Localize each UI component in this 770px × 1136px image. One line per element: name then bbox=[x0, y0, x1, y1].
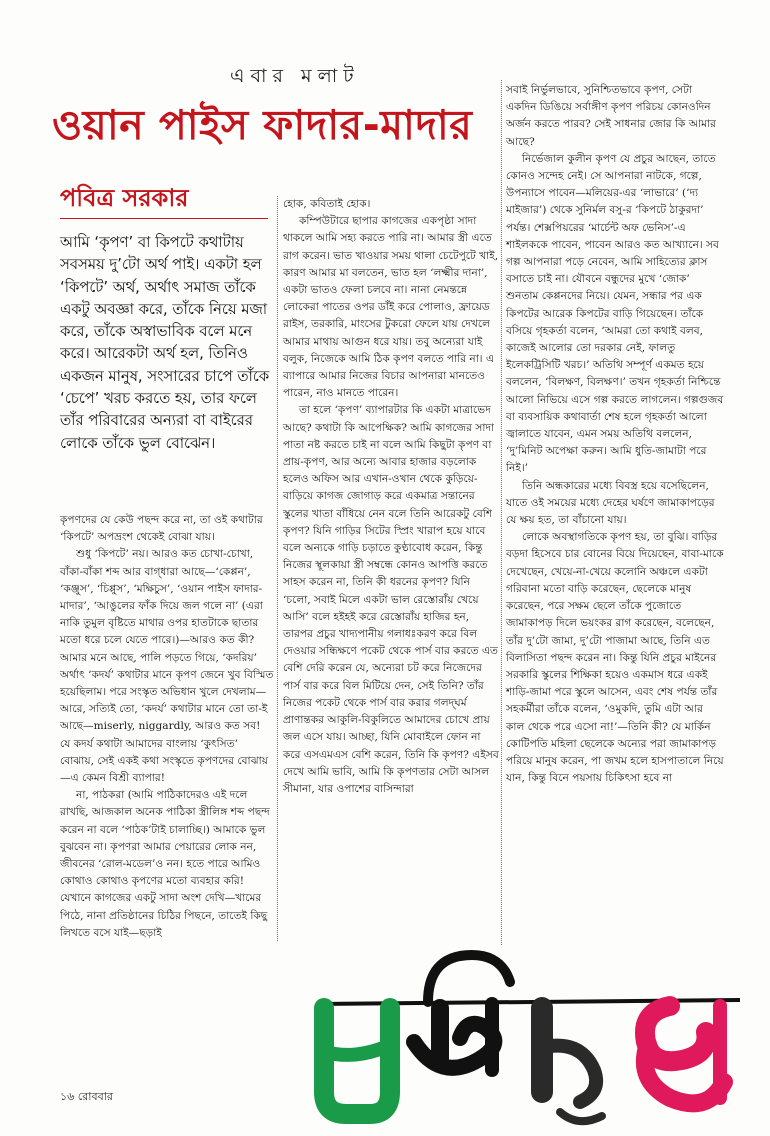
paragraph: তিনি অন্ধকারের মধ্যে বিবস্ত্র হয়ে বসেছিলেন, যাতে ওই সময়ের মধ্যে দেহের ঘর্ষণে জামাকাপড়ের যে ক্ষয় হত, তা বাঁচানো যায়। bbox=[506, 479, 715, 527]
letter-kshi-glyph bbox=[414, 955, 510, 1070]
article-title: ওয়ান পাইস ফাদার-মাদার bbox=[52, 101, 473, 149]
paragraph: লোকে অবস্থাগতিকে কৃপণ হয়, তা বুঝি। বাড়ির বড়দা হিসেবে চার বোনের বিয়ে দিয়েছেন, বাবা-মাকে দেখেছেন, খেয়ে-না-খেয়ে কলোনি অঞ্চলে একটা গরিবানা মতো বাড়ি করেছেন, ছেলেকে মানুষ করেছেন, পরে সক্ষম ছেলে তাঁকে পুজোতে জামাকাপড় দিলে ভয়ংকর রাগ করেছেন, বলেছেন, তাঁর দু’টো জামা, দু’টো পাজামা আছে, তিনি এত বিলাসিতা পছন্দ করেন না। কিন্তু যিনি প্রচুর মাইনের সরকারি স্কুলের শিক্ষিকা হয়েও একমাস ধরে একই শাড়ি-জামা পরে স্কুলে আসেন, এবং শেষ পর্যন্ত তাঁর সহকর্মীরা তাঁকে বলেন, ‘ওমুকদি, তুমি এটা আর কাল থেকে পরে এসো না!’—তিনি কী? যে মার্কিন কোটিপতি মহিলা ছেলেকে অন্যের পরা জামাকাপড় পরিয়ে মানুষ করেন, পা জখম হলে হাসপাতালে নিয়ে যান, কিন্তু বিনে পয়সায় চিকিৎসা হবে না bbox=[506, 531, 724, 785]
body-column-3 bbox=[506, 82, 724, 944]
paragraph: কৃপণদের যে কেউ পছন্দ করে না, তা ওই কথাটার ‘কিপটে’ অপভ্রংশ থেকেই বোঝা যায়। bbox=[60, 514, 263, 544]
paragraph: শুধু ‘কিপটে’ নয়। আরও কত চোখা-চোখা, বাঁকা-বাঁকা শব্দ আর বাগ্‌ধারা আছে—‘কেপ্পন’, ‘কঞ্জুস’, ‘চিপ্পুস’, ‘মক্ষিচুস’, ‘ওয়ান পাইস ফাদার-মাদার’, ‘আঙুলের ফাঁক দিয়ে জল গলে না’ (এরা নাকি তুমুল বৃষ্টিতে মাথার ওপর হাতটাকে ছাতার মতো ধরে চলে যেতে পারে।)—আরও কত কী? আমার মনে আছে, পালি পড়তে গিয়ে, ‘কদরিয়’ অর্থাৎ ‘কদর্য’ কথাটার মানে কৃপণ জেনে খুব বিস্মিত হয়েছিলাম। পরে সংস্কৃত অভিধান খুলে দেখলাম—আরে, সত্যিই তো, ‘কদর্য’ কথাটার মানে তো তা-ই আছে—miserly, niggardly, আরও কত সব! যে কদর্য কথাটা আমাদের বাংলায় ‘কুৎসিত’ বোঝায়, সেই একই কথা সংস্কৃতে কৃপণদের বোঝায়—এ কেমন বিশ্রী ব্যাপার! bbox=[60, 548, 274, 785]
paragraph: কম্পিউটারে ছাপার কাগজের একপৃষ্ঠা সাদা থাকলে আমি সহ্য করতে পারি না। আমার স্ত্রী এতে রাগ করেন। ভাত খাওয়ার সময় থালা চেটেপুটে খাই, কারণ আমার মা বলতেন, ভাত হল ‘লক্ষ্মীর দানা’, একটা ভাতও ফেলা চলবে না। নানা নেমন্তন্নে লোকেরা পাতের ওপর ডাঁই করে পোলাও, ফ্রায়েড রাইস, তরকারি, মাংসের টুকরো ফেলে যায় দেখলে আমার মাথায় আগুন ধরে যায়। তবু অন্যেরা যাই বলুক, নিজেকে আমি ঠিক কৃপণ বলতে পারি না। এ ব্যাপারে আমার নিজের বিচার আপনারা মানতেও পারেন, নাও মানতে পারেন। bbox=[283, 215, 499, 400]
paragraph: নির্ভেজাল কুলীন কৃপণ যে প্রচুর আছেন, তাতে কোনও সন্দেহ নেই। সে আপনারা নাটকে, গল্পে, উপন্যাসে পাবেন—মলিয়ের-এর ‘লাভারে’ (‘দ্য মাইজার’) থেকে সুনির্মল বসু-র ‘কিপটে ঠাকুরদা’ পর্যন্ত। শেক্সপিয়রের ‘মার্চেন্ট অফ ভেনিস’-এ শাইলককে পাবেন, পাবেন আরও কত আখ্যানে। সব গল্প আপনারা পড়ে নেবেন, আমি সাহিত্যের ক্লাস বসাতে চাই না। যৌবনে বন্ধুদের মুখে ‘জোক’ শুনতাম কেপ্পনদের নিয়ে। যেমন, সন্ধার পর এক কিপটের আরেক কিপটের বাড়ি গিয়েছেন। তাঁকে বসিয়ে গৃহকর্তা বলেন, ‘আমরা তো কথাই বলব, কাজেই আলোর তো দরকার নেই, ফালতু ইলেকট্রিসিটি খরচ।’ অতিথি সম্পূর্ণ একমত হয়ে বললেন, ‘বিলক্ষণ, বিলক্ষণ।’ তখন গৃহকর্তা নিশ্চিন্তে আলো নিভিয়ে এসে গল্প করতে লাগলেন। গল্পগুজব বা ব্যবসায়িক কথাবার্তা শেষ হলে গৃহকর্তা আলো জ্বালাতে যাবেন, এমন সময় অতিথি বললেন, ‘দু’মিনিট অপেক্ষা করুন। আমি ধুতি-জামাটা পরে নিই।’ bbox=[506, 152, 724, 475]
letter-s-glyph bbox=[645, 1006, 724, 1103]
calligraphy-logo-artwork bbox=[310, 942, 750, 1132]
body-column-1 bbox=[60, 512, 274, 939]
body-column-2 bbox=[283, 196, 499, 944]
letter-chu-glyph bbox=[540, 1008, 602, 1121]
letter-m-glyph bbox=[324, 1008, 390, 1114]
page-folio: ১৬ রোববার bbox=[60, 1090, 113, 1103]
column-divider bbox=[277, 196, 278, 941]
paragraph: না, পাঠকরা (আমি পাঠিকাদেরও এই দলে রাখছি, আজকাল অনেক পাঠিকা স্ত্রীলিঙ্গ শব্দ পছন্দ করেন না বলে ‘পাঠক’টাই চালাচ্ছি।) আমাকে ভুল বুঝবেন না। কৃপণরা আমার পেয়ারের লোক নন, জীবনের ‘রোল-মডেল’ও নন। হতে পারে আমিও কোথাও কোথাও কৃপণের মতো ব্যবহার করি! যেখানে কাগজের একটু সাদা অংশ দেখি—খামের পিঠে, নানা প্রতিষ্ঠানের চিঠির পিছনে, তাতেই কিছু লিখতে বসে যাই—ছড়াই bbox=[60, 789, 270, 939]
section-kicker: এবার মলাট bbox=[230, 65, 360, 87]
paragraph: সবাই নির্ভুলভাবে, সুনিশ্চিতভাবে কৃপণ, সেটা একদিন ডিঙিয়ে সর্বাঙ্গীণ কৃপণ পরিচয় কোনওদিন অর্জন করতে পারব? সেই সাধনার জোর কি আমার আছে? bbox=[506, 84, 716, 148]
author-byline: পবিত্র সরকার bbox=[60, 184, 189, 212]
paragraph: হোক, কবিতাই হোক। bbox=[283, 198, 371, 210]
byline-rule bbox=[60, 218, 268, 219]
column-divider bbox=[501, 80, 502, 945]
intro-blurb: আমি ‘কৃপণ’ বা কিপটে কথাটায় সবসময় দু’টো অর্থ পাই। একটা হল ‘কিপটে’ অর্থ, অর্থাৎ সমাজ তাঁকে একটু অবজ্ঞা করে, তাঁকে নিয়ে মজা করে, তাঁকে অস্বাভাবিক বলে মনে করে। আরেকটা অর্থ হল, তিনিও একজন মানুষ, সংসারের চাপে তাঁকে ‘চেপে’ খরচ করতে হয়, তার ফলে তাঁর পরিবারের অন্যরা বা বাইরের লোকে তাঁকে ভুল বোঝেন। bbox=[60, 234, 270, 452]
paragraph: তা হলে ‘কৃপণ’ ব্যাপারটার কি একটা মাত্রাভেদ আছে? কথাটা কি আপেক্ষিক? আমি কাগজের সাদা পাতা নষ্ট করতে চাই না বলে আমি কিছুটা কৃপণ বা প্রায়-কৃপণ, আর অন্যে আবার হাজার বড়লোক হলেও অফিস আর এখান-ওখান থেকে কুড়িয়ে-বাড়িয়ে কাগজ জোগাড় করে একমাত্র সন্তানের স্কুলের খাতা বাঁধিয়ে নেন বলে তিনি আরেকটু বেশি কৃপণ? যিনি গাড়ির সিটের স্প্রিং খারাপ হয়ে যাবে বলে অন্যকে গাড়ি চড়াতে কুণ্ঠাবোধ করেন, কিন্তু নিজের স্থূলকায়া স্ত্রী সম্বন্ধে কোনও আপত্তি করতে সাহস করেন না, তিনি কী ধরনের কৃপণ? যিনি ‘চলো, সবাই মিলে একটা ভাল রেস্তোরাঁয় খেয়ে আসি’ বলে হইহই করে রেস্তোরাঁয় হাজির হন, তারপর প্রচুর খাদ্যপানীয় গলাধঃকরণ করে বিল দেওয়ার সন্ধিক্ষণে পকেট থেকে পার্স বার করতে এত বেশি দেরি করেন যে, অন্যেরা চট করে নিজেদের পার্স বার করে বিল মিটিয়ে দেন, সেই তিনি? তাঁর নিজের পকেট থেকে পার্স বার করার গলদ্‌ঘর্ম প্রাণান্তকর আকুলি-বিকুলিতে আমাদের চোখে প্রায় জল এসে যায়। আচ্ছা, যিনি মোবাইলে ফোন না করে এসএমএস বেশি করেন, তিনি কি কৃপণ? এইসব দেখে আমি ভাবি, আমি কি কৃপণতার সেটা আসল সীমানা, যার ওপাশের বাসিন্দারা bbox=[283, 404, 499, 795]
